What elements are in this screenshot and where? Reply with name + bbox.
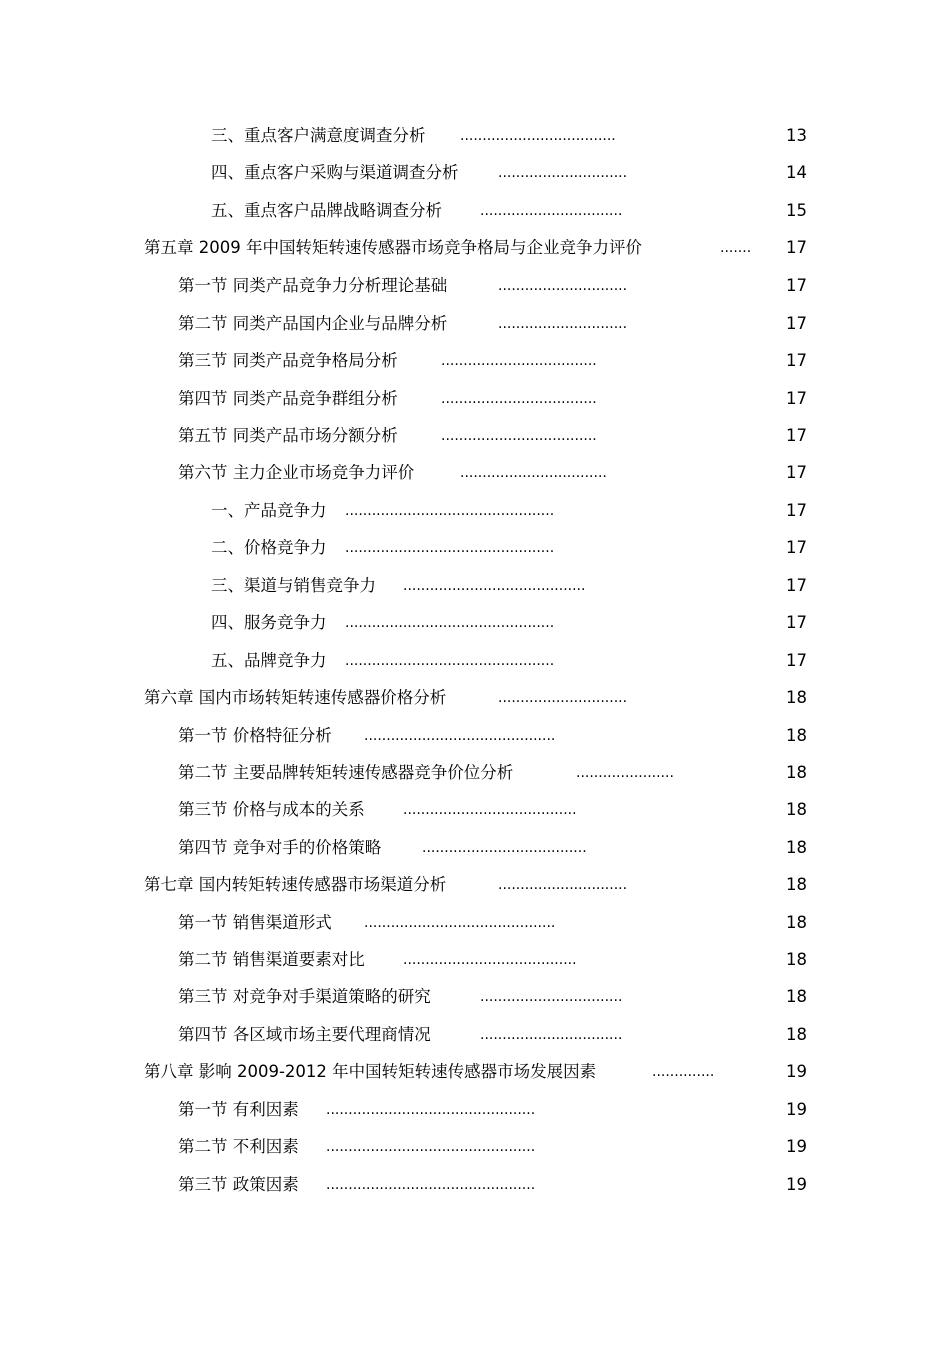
toc-entry-title: 第二节 主要品牌转矩转速传感器竞争价位分析 [178,763,514,782]
toc-entry-page-number: 15 [786,201,807,220]
toc-entry-title: 第二节 不利因素 [178,1137,299,1156]
toc-entry [178,421,830,451]
toc-entry-page-number: 17 [786,651,807,670]
toc-entry-leader-dots: ............................................... [326,1139,536,1155]
toc-entry-page-number: 17 [786,501,807,520]
toc-entry-leader-dots: ....... [720,240,752,256]
toc-entry-leader-dots: ................................ [480,203,623,219]
toc-entry [178,458,830,488]
toc-entry-leader-dots: ............................. [498,316,628,332]
toc-entry-title: 第三节 对竞争对手渠道策略的研究 [178,987,431,1006]
toc-entry-page-number: 17 [786,238,807,257]
toc-entry-page-number: 17 [786,613,807,632]
toc-entry [211,121,830,151]
toc-entry-leader-dots: ................................... [441,353,597,369]
toc-entry-title: 第一节 销售渠道形式 [178,913,332,932]
toc-entry-title: 第五章 2009 年中国转矩转速传感器市场竞争格局与企业竞争力评价 [144,238,642,257]
toc-entry [178,795,830,825]
toc-entry-title: 第六章 国内市场转矩转速传感器价格分析 [144,688,447,707]
toc-entry-title: 第一节 有利因素 [178,1100,299,1119]
toc-entry-leader-dots: ...................... [576,765,674,781]
toc-entry-leader-dots: ............................. [498,690,628,706]
toc-entry-leader-dots: ............................. [498,165,628,181]
toc-entry [178,271,830,301]
toc-entry [178,721,830,751]
toc-entry-leader-dots: ......................................... [403,578,586,594]
toc-entry [178,1020,830,1050]
toc-entry-title: 第四节 各区域市场主要代理商情况 [178,1025,431,1044]
toc-entry-page-number: 18 [786,763,807,782]
toc-entry-leader-dots: ............................................... [345,653,555,669]
toc-entry-leader-dots: ............................................... [345,503,555,519]
toc-entry-page-number: 18 [786,913,807,932]
toc-entry [178,982,830,1012]
toc-entry [211,533,830,563]
toc-entry-title: 第一节 价格特征分析 [178,726,332,745]
toc-entry [211,496,830,526]
toc-entry-page-number: 18 [786,950,807,969]
toc-entry [178,908,830,938]
toc-entry-page-number: 17 [786,389,807,408]
toc-entry-page-number: 17 [786,576,807,595]
toc-entry-title: 第三节 政策因素 [178,1175,299,1194]
toc-entry-page-number: 14 [786,163,807,182]
toc-entry-leader-dots: ............................................... [326,1102,536,1118]
toc-entry-title: 四、服务竞争力 [211,613,327,632]
toc-entry-title: 第六节 主力企业市场竞争力评价 [178,463,415,482]
toc-entry-leader-dots: ............................................... [326,1177,536,1193]
toc-entry-leader-dots: ................................. [460,465,607,481]
toc-entry-title: 第七章 国内转矩转速传感器市场渠道分析 [144,875,447,894]
toc-entry [178,309,830,339]
toc-entry-title: 四、重点客户采购与渠道调查分析 [211,163,459,182]
toc-entry-leader-dots: ............................................... [345,540,555,556]
toc-entry-title: 五、品牌竞争力 [211,651,327,670]
toc-entry-title: 第四节 同类产品竞争群组分析 [178,389,398,408]
toc-entry-leader-dots: ................................ [480,989,623,1005]
toc-entry [211,158,830,188]
toc-entry-leader-dots: ....................................... [403,802,577,818]
toc-entry-page-number: 17 [786,426,807,445]
toc-entry-title: 第四节 竞争对手的价格策略 [178,838,382,857]
toc-entry-page-number: 18 [786,688,807,707]
toc-entry [144,1057,830,1087]
toc-entry [178,1132,830,1162]
toc-entry-leader-dots: ................................ [480,1027,623,1043]
toc-entry-page-number: 18 [786,875,807,894]
toc-entry-page-number: 18 [786,726,807,745]
toc-entry-leader-dots: ............................. [498,877,628,893]
toc-entry [178,833,830,863]
toc-entry [144,233,830,263]
toc-entry [211,571,830,601]
toc-entry-title: 第八章 影响 2009-2012 年中国转矩转速传感器市场发展因素 [144,1062,597,1081]
toc-entry-page-number: 18 [786,987,807,1006]
toc-entry [178,346,830,376]
toc-entry-page-number: 13 [786,126,807,145]
toc-entry-leader-dots: .............. [652,1064,715,1080]
toc-entry [144,683,830,713]
toc-entry-leader-dots: ................................... [460,128,616,144]
toc-entry-title: 五、重点客户品牌战略调查分析 [211,201,442,220]
toc-entry [211,608,830,638]
toc-entry-title: 第二节 销售渠道要素对比 [178,950,365,969]
toc-entry [211,646,830,676]
toc-entry-title: 第三节 价格与成本的关系 [178,800,365,819]
toc-entry-page-number: 17 [786,314,807,333]
toc-entry [211,196,830,226]
toc-entry-title: 第二节 同类产品国内企业与品牌分析 [178,314,448,333]
toc-entry [178,945,830,975]
toc-entry-leader-dots: ........................................... [364,915,556,931]
toc-entry-page-number: 17 [786,351,807,370]
toc-entry-page-number: 19 [786,1175,807,1194]
toc-entry-title: 第三节 同类产品竞争格局分析 [178,351,398,370]
toc-entry-page-number: 18 [786,800,807,819]
toc-entry-leader-dots: ....................................... [403,952,577,968]
toc-entry [178,1170,830,1200]
toc-entry-title: 三、重点客户满意度调查分析 [211,126,426,145]
toc-entry-title: 一、产品竞争力 [211,501,327,520]
toc-entry [178,1095,830,1125]
toc-entry-page-number: 17 [786,538,807,557]
toc-entry-leader-dots: ............................................... [345,615,555,631]
toc-entry-page-number: 17 [786,276,807,295]
toc-entry-leader-dots: ................................... [441,428,597,444]
toc-entry-title: 第五节 同类产品市场分额分析 [178,426,398,445]
toc-entry-page-number: 18 [786,1025,807,1044]
toc-entry-leader-dots: ..................................... [422,840,587,856]
toc-entry [178,758,830,788]
toc-entry-page-number: 17 [786,463,807,482]
toc-entry-page-number: 18 [786,838,807,857]
toc-entry [178,384,830,414]
toc-entry-leader-dots: ............................. [498,278,628,294]
toc-entry-title: 三、渠道与销售竞争力 [211,576,376,595]
toc-entry-page-number: 19 [786,1100,807,1119]
toc-entry-page-number: 19 [786,1137,807,1156]
toc-entry [144,870,830,900]
toc-entry-title: 第一节 同类产品竞争力分析理论基础 [178,276,448,295]
toc-entry-page-number: 19 [786,1062,807,1081]
toc-entry-leader-dots: ........................................... [364,728,556,744]
toc-entry-title: 二、价格竞争力 [211,538,327,557]
toc-entry-leader-dots: ................................... [441,391,597,407]
